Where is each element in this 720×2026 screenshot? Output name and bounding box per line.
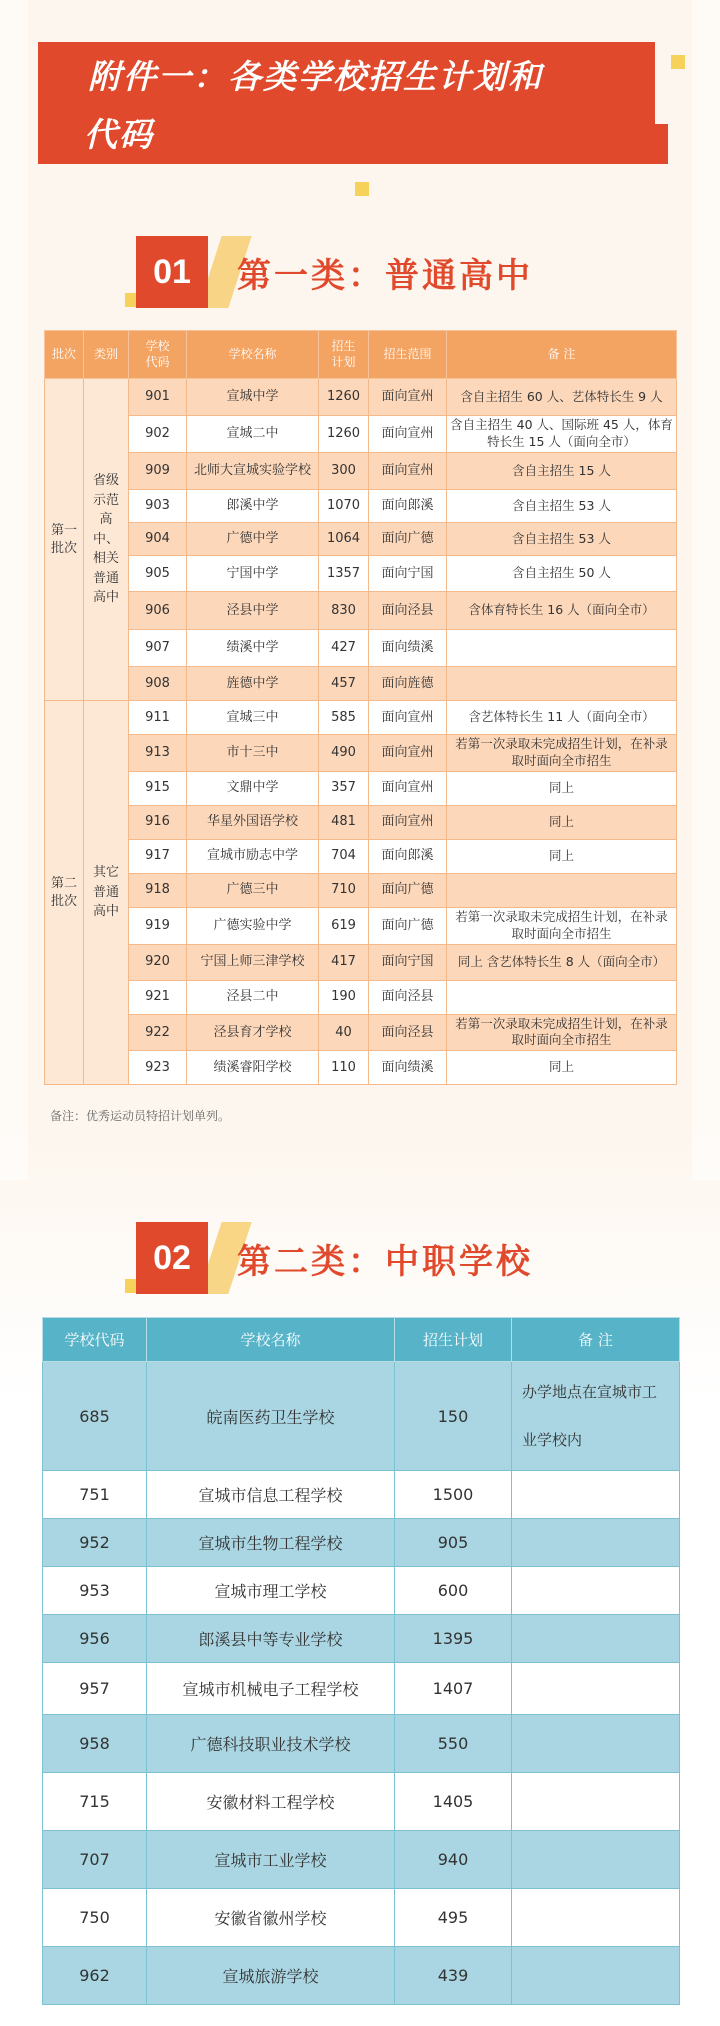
- enroll-scope: 面向宁国: [369, 944, 447, 980]
- school-name: 宣城市理工学校: [147, 1567, 395, 1615]
- table-row: [45, 556, 677, 592]
- enroll-scope: 面向泾县: [369, 980, 447, 1014]
- enroll-scope: 面向泾县: [369, 1014, 447, 1051]
- header-cell: 学校代码: [43, 1318, 147, 1362]
- school-code: 902: [129, 416, 187, 453]
- left-margin-strip: [0, 0, 28, 1180]
- enroll-scope: 面向宣州: [369, 453, 447, 490]
- remark: [512, 1567, 680, 1615]
- school-code: 952: [43, 1519, 147, 1567]
- school-name: 安徽材料工程学校: [147, 1773, 395, 1831]
- enroll-plan: 427: [319, 630, 369, 667]
- table-row: [45, 490, 677, 523]
- decor-square: [671, 55, 685, 69]
- school-code: 907: [129, 630, 187, 667]
- school-name: 宣城二中: [187, 416, 319, 453]
- table-row: [45, 771, 677, 805]
- remark: 含自主招生 50 人: [447, 556, 677, 592]
- table-row: [45, 735, 677, 772]
- remark: 同上: [447, 805, 677, 839]
- page-title-line2: 代码: [84, 115, 154, 154]
- enroll-plan: 1395: [395, 1615, 512, 1663]
- enroll-plan: 439: [395, 1947, 512, 2005]
- school-code: 958: [43, 1715, 147, 1773]
- section-number: 01: [136, 236, 208, 308]
- remark: [447, 873, 677, 907]
- remark: 含自主招生 60 人、艺体特长生 9 人: [447, 379, 677, 416]
- school-code: 916: [129, 805, 187, 839]
- page-title-line1: 附件一：各类学校招生计划和: [88, 57, 543, 96]
- footnote: 备注：优秀运动员特招计划单列。: [50, 1109, 231, 1123]
- school-name: 皖南医药卫生学校: [147, 1362, 395, 1471]
- header-cell: 备 注: [512, 1318, 680, 1362]
- remark: 含自主招生 15 人: [447, 453, 677, 490]
- school-name: 郎溪中学: [187, 490, 319, 523]
- enroll-plan: 1405: [395, 1773, 512, 1831]
- remark: 含自主招生 53 人: [447, 490, 677, 523]
- school-code: 707: [43, 1831, 147, 1889]
- school-code: 920: [129, 944, 187, 980]
- table-row: [43, 1663, 680, 1715]
- category-cell: 其它普通高中: [84, 701, 129, 1085]
- school-name: 泾县育才学校: [187, 1014, 319, 1051]
- school-name: 宣城市生物工程学校: [147, 1519, 395, 1567]
- enroll-scope: 面向宣州: [369, 701, 447, 735]
- enroll-plan: 1260: [319, 379, 369, 416]
- table-row: [45, 1051, 677, 1085]
- school-name: 宣城中学: [187, 379, 319, 416]
- decor-square: [355, 182, 369, 196]
- remark: [447, 667, 677, 701]
- remark: [447, 630, 677, 667]
- table-row: [43, 1947, 680, 2005]
- header-cell: 招生计划: [395, 1318, 512, 1362]
- enroll-scope: 面向广德: [369, 907, 447, 944]
- enroll-scope: 面向绩溪: [369, 630, 447, 667]
- school-name: 市十三中: [187, 735, 319, 772]
- remark: 含自主招生 40 人、国际班 45 人，体育特长生 15 人（面向全市）: [447, 416, 677, 453]
- school-code: 922: [129, 1014, 187, 1051]
- school-code: 750: [43, 1889, 147, 1947]
- header-cell: 类别: [84, 331, 129, 379]
- enroll-plan: 110: [319, 1051, 369, 1085]
- school-name: 宣城三中: [187, 701, 319, 735]
- table-row: [45, 630, 677, 667]
- header-cell: 招生范围: [369, 331, 447, 379]
- enroll-plan: 417: [319, 944, 369, 980]
- enroll-plan: 710: [319, 873, 369, 907]
- remark: [447, 980, 677, 1014]
- vocational-school-table: [42, 1317, 680, 2005]
- enroll-plan: 495: [395, 1889, 512, 1947]
- table-row: [45, 453, 677, 490]
- school-name: 安徽省徽州学校: [147, 1889, 395, 1947]
- category-cell: 省级示范高中、相关普通高中: [84, 379, 129, 701]
- school-code: 903: [129, 490, 187, 523]
- school-code: 905: [129, 556, 187, 592]
- table-row: [45, 523, 677, 556]
- school-code: 923: [129, 1051, 187, 1085]
- batch-cell: 第一批次: [45, 379, 84, 701]
- school-name: 文鼎中学: [187, 771, 319, 805]
- table-row: [43, 1889, 680, 1947]
- school-code: 919: [129, 907, 187, 944]
- school-code: 685: [43, 1362, 147, 1471]
- enroll-plan: 600: [395, 1567, 512, 1615]
- section-number: 02: [136, 1222, 208, 1294]
- school-code: 908: [129, 667, 187, 701]
- school-code: 962: [43, 1947, 147, 2005]
- school-code: 918: [129, 873, 187, 907]
- enroll-plan: 357: [319, 771, 369, 805]
- table-row: [45, 1014, 677, 1051]
- table-row: [45, 667, 677, 701]
- remark: 含艺体特长生 11 人（面向全市）: [447, 701, 677, 735]
- school-code: 921: [129, 980, 187, 1014]
- table-row: [43, 1471, 680, 1519]
- batch-cell: 第二批次: [45, 701, 84, 1085]
- remark: 办学地点在宣城市工业学校内: [512, 1362, 680, 1471]
- remark: [512, 1615, 680, 1663]
- header-cell: 学校代码: [129, 331, 187, 379]
- remark: 含自主招生 53 人: [447, 523, 677, 556]
- remark: 含体育特长生 16 人（面向全市）: [447, 592, 677, 630]
- enroll-plan: 1260: [319, 416, 369, 453]
- remark: 同上: [447, 1051, 677, 1085]
- header-cell: 备 注: [447, 331, 677, 379]
- section-title: 第二类：中职学校: [237, 1242, 533, 1282]
- enroll-scope: 面向绩溪: [369, 1051, 447, 1085]
- school-name: 广德科技职业技术学校: [147, 1715, 395, 1773]
- enroll-plan: 1357: [319, 556, 369, 592]
- table-row: [43, 1715, 680, 1773]
- enroll-plan: 585: [319, 701, 369, 735]
- remark: 同上 含艺体特长生 8 人（面向全市）: [447, 944, 677, 980]
- school-code: 957: [43, 1663, 147, 1715]
- remark: [512, 1947, 680, 2005]
- header-cell: 招生计划: [319, 331, 369, 379]
- enroll-plan: 905: [395, 1519, 512, 1567]
- school-code: 906: [129, 592, 187, 630]
- school-name: 宣城旅游学校: [147, 1947, 395, 2005]
- remark: 若第一次录取未完成招生计划，在补录取时面向全市招生: [447, 735, 677, 772]
- enroll-scope: 面向宣州: [369, 805, 447, 839]
- table-row: [45, 907, 677, 944]
- enroll-scope: 面向郎溪: [369, 839, 447, 873]
- table-row: [45, 379, 677, 416]
- remark: [512, 1831, 680, 1889]
- enroll-plan: 190: [319, 980, 369, 1014]
- school-name: 郎溪县中等专业学校: [147, 1615, 395, 1663]
- enroll-scope: 面向旌德: [369, 667, 447, 701]
- table-row: [43, 1362, 680, 1471]
- enroll-plan: 1407: [395, 1663, 512, 1715]
- enroll-plan: 457: [319, 667, 369, 701]
- enroll-scope: 面向宣州: [369, 735, 447, 772]
- school-name: 广德三中: [187, 873, 319, 907]
- enroll-plan: 40: [319, 1014, 369, 1051]
- table-row: [43, 1519, 680, 1567]
- page-title: [84, 48, 648, 164]
- school-code: 909: [129, 453, 187, 490]
- school-name: 宣城市工业学校: [147, 1831, 395, 1889]
- school-name: 北师大宣城实验学校: [187, 453, 319, 490]
- table-row: [45, 980, 677, 1014]
- school-code: 915: [129, 771, 187, 805]
- remark: [512, 1773, 680, 1831]
- enroll-scope: 面向郎溪: [369, 490, 447, 523]
- remark: [512, 1471, 680, 1519]
- school-name: 宁国上师三津学校: [187, 944, 319, 980]
- school-code: 901: [129, 379, 187, 416]
- table-row: [45, 839, 677, 873]
- table-row: [43, 1831, 680, 1889]
- section-title: 第一类：普通高中: [237, 256, 533, 296]
- table-row: [45, 944, 677, 980]
- table-header-row: [45, 331, 677, 379]
- table-row: [45, 592, 677, 630]
- section-heading-1: [125, 236, 585, 316]
- remark: [512, 1663, 680, 1715]
- enroll-plan: 300: [319, 453, 369, 490]
- table-row: [45, 416, 677, 453]
- school-name: 泾县二中: [187, 980, 319, 1014]
- school-name: 泾县中学: [187, 592, 319, 630]
- table-header-row: [43, 1318, 680, 1362]
- school-name: 宣城市信息工程学校: [147, 1471, 395, 1519]
- school-name: 绩溪中学: [187, 630, 319, 667]
- school-name: 广德实验中学: [187, 907, 319, 944]
- remark: [512, 1715, 680, 1773]
- enroll-scope: 面向广德: [369, 873, 447, 907]
- school-name: 广德中学: [187, 523, 319, 556]
- enroll-scope: 面向宣州: [369, 379, 447, 416]
- school-code: 715: [43, 1773, 147, 1831]
- school-code: 911: [129, 701, 187, 735]
- high-school-table: [44, 330, 677, 1085]
- table-row: [43, 1567, 680, 1615]
- school-code: 751: [43, 1471, 147, 1519]
- remark: 同上: [447, 839, 677, 873]
- table-row: [45, 873, 677, 907]
- table-row: [45, 805, 677, 839]
- enroll-scope: 面向宣州: [369, 416, 447, 453]
- school-name: 绩溪睿阳学校: [187, 1051, 319, 1085]
- enroll-plan: 490: [319, 735, 369, 772]
- school-code: 956: [43, 1615, 147, 1663]
- school-code: 913: [129, 735, 187, 772]
- enroll-plan: 550: [395, 1715, 512, 1773]
- remark: 若第一次录取未完成招生计划，在补录取时面向全市招生: [447, 1014, 677, 1051]
- enroll-plan: 704: [319, 839, 369, 873]
- enroll-scope: 面向泾县: [369, 592, 447, 630]
- school-name: 旌德中学: [187, 667, 319, 701]
- enroll-plan: 940: [395, 1831, 512, 1889]
- table-row: [43, 1615, 680, 1663]
- enroll-scope: 面向宁国: [369, 556, 447, 592]
- table-row: [43, 1773, 680, 1831]
- header-cell: 学校名称: [147, 1318, 395, 1362]
- enroll-plan: 481: [319, 805, 369, 839]
- remark: 同上: [447, 771, 677, 805]
- school-name: 宣城市励志中学: [187, 839, 319, 873]
- enroll-plan: 150: [395, 1362, 512, 1471]
- school-code: 917: [129, 839, 187, 873]
- right-margin-strip: [692, 0, 720, 1180]
- enroll-plan: 619: [319, 907, 369, 944]
- table-row: [45, 701, 677, 735]
- school-name: 华星外国语学校: [187, 805, 319, 839]
- school-name: 宣城市机械电子工程学校: [147, 1663, 395, 1715]
- school-name: 宁国中学: [187, 556, 319, 592]
- school-code: 953: [43, 1567, 147, 1615]
- remark: [512, 1519, 680, 1567]
- enroll-plan: 830: [319, 592, 369, 630]
- enroll-plan: 1064: [319, 523, 369, 556]
- enroll-plan: 1070: [319, 490, 369, 523]
- enroll-scope: 面向广德: [369, 523, 447, 556]
- section-heading-2: [125, 1222, 585, 1302]
- header-cell: 学校名称: [187, 331, 319, 379]
- enroll-scope: 面向宣州: [369, 771, 447, 805]
- header-cell: 批次: [45, 331, 84, 379]
- remark: 若第一次录取未完成招生计划，在补录取时面向全市招生: [447, 907, 677, 944]
- school-code: 904: [129, 523, 187, 556]
- remark: [512, 1889, 680, 1947]
- enroll-plan: 1500: [395, 1471, 512, 1519]
